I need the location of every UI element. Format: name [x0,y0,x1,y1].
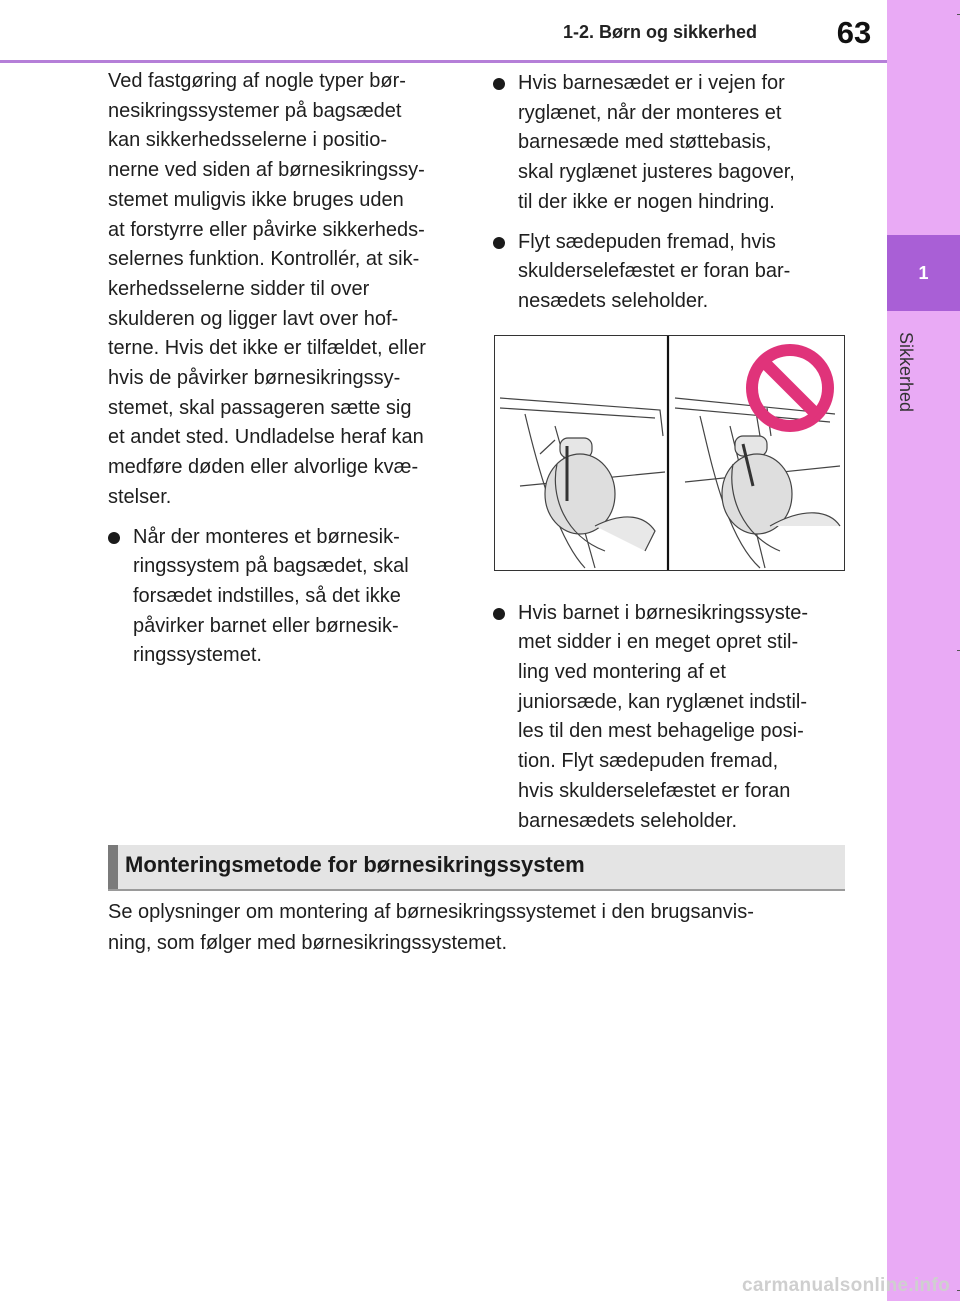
watermark: carmanualsonline.info [742,1275,950,1296]
correct-installation-panel [500,398,665,568]
page-number: 63 [836,15,872,50]
list-item: Hvis barnet i børnesikringssyste- met sidder i en meget opret stil- ling ved montering af et juniorsæde, kan ryglænet indstil- les til den mest behagelige posi- tion. Flyt sædepuden fremad, hvis skulderselefæstet er foran barnesædets seleholder. [493,599,848,837]
list-item: Flyt sædepuden fremad, hvis skulderselefæstet er foran bar- nesædets seleholder. [493,228,848,317]
section-title: 1-2. Børn og sikkerhed [562,22,758,42]
header-divider [0,60,887,63]
no-entry-icon [752,350,828,426]
section-accent [108,845,118,889]
list-item: Hvis barnesædet er i vejen for ryglænet, når der monteres et barnesæde med støttebasis, skal ryglænet justeres bagover, til der ikke er nogen hindring. [493,69,848,218]
chapter-number-tab[interactable]: 1 [887,235,960,311]
section-heading [108,845,845,891]
bullet-icon [108,532,120,544]
bullet-icon [493,237,505,249]
illustration-svg [495,336,844,570]
chapter-label: Sikkerhed [896,331,916,413]
bullet-icon [493,78,505,90]
child-seat-illustration [494,335,845,571]
left-column [108,67,458,671]
warning-paragraph: Ved fastgøring af nogle typer bør- nesikringssystemer på bagsædet kan sikkerhedsselerne i positio- nerne ved siden af børnesikringssy- stemet muligvis ikke bruges uden at forstyrre eller påvirke sikkerheds- selernes funktion. Kontrollér, at sik- kerhedsselerne sidder til over skulderen og ligger lavt over hof- terne. Hvis det ikke er tilfældet, eller hvis de påvirker børnesikringssy- stemet, skal passageren sætte sig et andet sted. Undladelse heraf kan medføre døden eller alvorlige kvæ- stelser. [108,70,426,508]
list-item: Når der monteres et børnesik- ringssystem på bagsædet, skal forsædet indstilles, så det ikke påvirker barnet eller børnesik- ringssystemet. [108,523,458,672]
bullet-icon [493,608,505,620]
section-heading-title: Monteringsmetode for børnesikringssystem [125,852,585,877]
section-body: Se oplysninger om montering af børnesikringssystemet i den brugsanvis- ning, som følger med børnesikringssystemet. [108,901,754,954]
chapter-tab-strip [887,0,960,1301]
